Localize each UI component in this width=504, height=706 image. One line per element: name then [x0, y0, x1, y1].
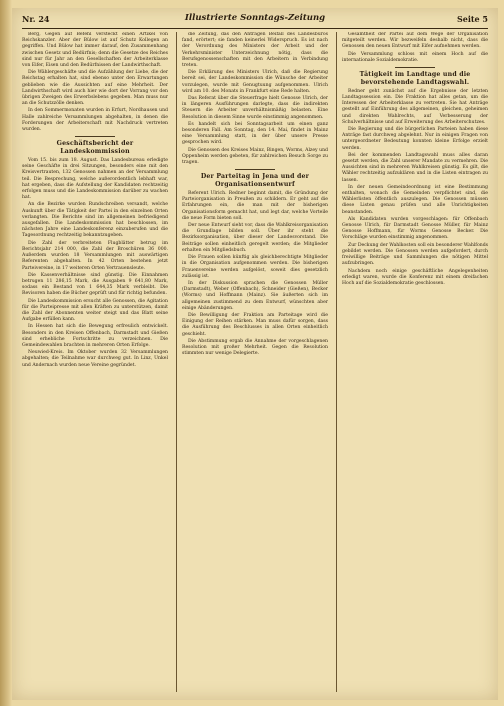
article-paragraph: Die Zahl der verbreiteten Flugblätter betrug im Berichtsjahr 214 000, die Zahl der Broschüren 36 000. Außerdem wurden 18 Versammlungen mit auswärtigen Referenten abgehalten. In 42 Orten bestehen jetzt Parteivereine, in 17 weiteren Orten Vertrauensleute.	[22, 240, 168, 271]
article-paragraph: Es handelt sich bei Sonntagsarbeit um einen ganz besonderen Fall. Am Sonntag, den 14. Mai, findet in Mainz eine Versammlung statt, in der über unsere Presse gesprochen wird.	[182, 121, 328, 146]
article-paragraph: Berg, Gegen auf Befehl versteckt einen Artikel von Reichskanzler. Aber der Bülow ist auf Schutz Kollegen an gegriffen. Und Bülow hat immer darauf, den Zusammenhang zwischen Gesetz und Bedürfnis; denn die Gesetze des Reiches sind nur für Jahr an den Gesellschaften der Arbeiterklasse von Eifer, Eisen und den Bedürfnissen der Landwirthschaft.	[22, 32, 168, 69]
article-paragraph: Die Versammlung schloss mit einem Hoch auf die internationale Sozialdemokratie.	[342, 51, 488, 63]
article-heading: Der Parteitag in Jena und der Organisationsentwurf	[200, 173, 310, 189]
article-paragraph: Redner geht zunächst auf die Ergebnisse der letzten Landtagssession ein. Die Fraktion hat alles getan, um die Interessen der Arbeiterklasse zu vertreten. Sie hat Anträge gestellt auf Einführung des allgemeinen, gleichen, geheimen und direkten Wahlrechts, auf Verbesserung der Schulverhältnisse und auf Erweiterung des Arbeiterschutzes.	[342, 88, 488, 125]
article-paragraph: Die Abstimmung ergab die Annahme der vorgeschlagenen Resolution mit großer Mehrheit. Gegen die Resolution stimmten nur wenige Delegierte.	[182, 338, 328, 357]
article-paragraph: Nachdem noch einige geschäftliche Angelegenheiten erledigt waren, wurde die Konferenz mit einem dreifachen Hoch auf die Sozialdemokratie geschlossen.	[342, 268, 488, 286]
binding-edge	[0, 0, 12, 706]
heading-rule	[235, 169, 275, 170]
article-paragraph: die Zeitung, das den Anträgen Beifall des Landesbüros fand, erörtert; sie fanden keinerlei Widerspruch. Es ist nach der Verordnung des Ministers der Arbeit und der Verkehrsminister Unterzeichnung nötig, dass die Berufsgenossenschaften mit den Arbeitern in Verbindung treten.	[182, 32, 328, 69]
article-paragraph: Gesamtheit der Partei auf dem Wege der Organisation mitgeteilt werden. Wir bezweifeln deshalb nicht, dass die Genossen den neuen Entwurf mit Eifer aufnehmen werden.	[342, 32, 488, 50]
column-divider	[336, 32, 337, 692]
heading-rule	[75, 136, 115, 137]
article-paragraph: Vom 15. bis zum 18. August. Das Landesbureau erledigte seine Geschäfte in drei Sitzungen, besonders eine mit den Kreisvertrauten, 132 Genossen nahmen an der Versammlung teil. Die Besprechung, welche außerordentlich lebhaft war, hat ergeben, dass die Aufstellung der Kandidaten rechtzeitig erfolgen muss und die Landeskommission darüber zu wachen hat.	[22, 158, 168, 201]
article-paragraph: Als Kandidaten wurden vorgeschlagen: für Offenbach Genosse Ulrich, für Darmstadt Genosse Müller, für Mainz Genosse Hoffmann, für Worms Genosse Becker. Die Vorschläge wurden einstimmig angenommen.	[342, 216, 488, 241]
article-paragraph: Neuwied-Kreis. Im Oktober wurden 32 Versammlungen abgehalten; die Teilnahme war durchweg gut. In Linz, Unkel und Andernach wurden neue Vereine gegründet.	[22, 350, 168, 368]
page-header	[22, 12, 488, 29]
column-3	[342, 32, 488, 692]
article-paragraph: Zur Deckung der Wahlkosten soll ein besonderer Wahlfonds gebildet werden. Die Genossen werden aufgefordert, durch freiwillige Beiträge und Sammlungen die nötigen Mittel aufzubringen.	[342, 242, 488, 267]
article-heading: Geschäftsbericht der Landeskommission	[56, 140, 134, 156]
article-paragraph: Die Bewilligung der Fraktion am Parteitage wird die Einigung der Reihen stärken. Man muss dafür sorgen, dass die Ausführung des Beschlusses in allen Orten einheitlich geschieht.	[182, 312, 328, 337]
column-1	[22, 32, 168, 692]
article-paragraph: In den Sommermonaten wurden in Erfurt, Nordhausen und Halle zahlreiche Versammlungen abgehalten, in denen die Forderungen der Arbeiterschaft mit Nachdruck vertreten wurden.	[22, 108, 168, 133]
article-paragraph: Die Erklärung des Ministers Ulrich, daß die Regierung bereit sei, der Landeskommission die Wünsche der Arbeiter vorzulegen, wurde mit Genugtuung aufgenommen. Ulrich wird am 10. des Monats in Frankfurt eine Rede halten.	[182, 70, 328, 94]
article-paragraph: Das Referat über die Steuerfrage hielt Genosse Ulrich, der in längeren Ausführungen darlegte, dass die indirekten Steuern die Arbeiter unverhältnismäßig belasten. Eine Resolution in diesem Sinne wurde einstimmig angenommen.	[182, 96, 328, 120]
article-paragraph: An die Bezirke wurden Rundschreiben versandt, welche Auskunft über die Tätigkeit der Partei in den einzelnen Orten verlangten. Die Berichte sind im allgemeinen befriedigend ausgefallen. Die Landeskommission hat beschlossen, im nächsten Jahre eine Landeskonferenz einzuberufen und die Tagesordnung rechtzeitig bekanntzugeben.	[22, 202, 168, 239]
issue-number: Nr. 24	[22, 14, 50, 24]
article-paragraph: Referent Ulrich. Redner beginnt damit, die Gründung der Parteiorganisation in Preußen zu schildern. Er geht auf die Erfahrungen ein, die man mit der bisherigen Organisationsform gemacht hat, und legt dar, welche Vorteile die neue Form bieten soll.	[182, 191, 328, 221]
article-paragraph: Bei der kommenden Landtagswahl muss alles daran gesetzt werden, die Zahl unserer Mandate zu vermehren. Die Aussichten sind in mehreren Wahlkreisen günstig. Es gilt, die Wähler rechtzeitig aufzuklären und in die Listen eintragen zu lassen.	[342, 152, 488, 183]
article-paragraph: In Hessen hat sich die Bewegung erfreulich entwickelt. Besonders in den Kreisen Offenbach, Darmstadt und Gießen sind erhebliche Fortschritte zu verzeichnen. Die Gemeindewahlen brachten in mehreren Orten Erfolge.	[22, 324, 168, 348]
article-paragraph: Die Frauen sollen künftig als gleichberechtigte Mitglieder in die Organisation aufgenommen werden. Die bisherigen Frauenvereine werden aufgelöst, soweit dies gesetzlich zulässig ist.	[182, 255, 328, 279]
article-paragraph: Der neue Entwurf sieht vor, dass die Wahlkreisorganisation die Grundlage bilden soll. Über ihr steht die Bezirksorganisation, über dieser der Landesvorstand. Die Beiträge sollen einheitlich geregelt werden; die Mitglieder erhalten ein Mitgliedsbuch.	[182, 223, 328, 253]
article-paragraph: Die Wählergeschäfte und die Aufzählung der Liebe, die der Reichstag erhalten hat, sind ebenso unter den Erwartungen geblieben wie die Aussichten auf eine Mehrheit. Der Landwirthschaft wird auch hier wie dort der Vorrang vor den übrigen Zweigen des Erwerbslebens gegeben. Man muss nur an die Schutzzölle denken.	[22, 70, 168, 107]
column-2	[182, 32, 328, 692]
article-paragraph: Die Genossen des Kreises Mainz, Bingen, Worms, Alzey und Oppenheim werden gebeten, für zahlreichen Besuch Sorge zu tragen.	[182, 147, 328, 166]
article-paragraph: Die Landeskommission ersucht alle Genossen, die Agitation für die Parteipresse mit allen Kräften zu unterstützen, damit die Zahl der Abonnenten weiter steigt und das Blatt seine Aufgabe erfüllen kann.	[22, 298, 168, 323]
column-divider	[176, 32, 177, 692]
article-heading: Tätigkeit im Landtage und die bevorstehende Landtagswahl.	[359, 70, 471, 86]
article-paragraph: In der Diskussion sprachen die Genossen Müller (Darmstadt), Weber (Offenbach), Schneider (Gießen), Becker (Worms) und Hoffmann (Mainz). Sie äußerten sich im allgemeinen zustimmend zu dem Entwurf, wünschten aber einige Abänderungen.	[182, 280, 328, 311]
article-paragraph: Die Regierung und die bürgerlichen Parteien haben diese Anträge fast durchweg abgelehnt. Nur in einigen Fragen von untergeordneter Bedeutung konnten kleine Erfolge erzielt werden.	[342, 127, 488, 151]
heading-rule	[395, 67, 435, 68]
article-paragraph: Die Kassenverhältnisse sind günstig. Die Einnahmen betrugen 11 286,15 Mark, die Ausgaben 9 641,80 Mark, sodass ein Bestand von 1 644,35 Mark verbleibt. Die Revisoren haben die Bücher geprüft und für richtig befunden.	[22, 272, 168, 297]
article-paragraph: In der neuen Gemeindeordnung ist eine Bestimmung enthalten, wonach die Gemeinden verpflichtet sind, die Wählerlisten öffentlich auszulegen. Die Genossen müssen diese Listen genau prüfen und alle Unrichtigkeiten beanstanden.	[342, 184, 488, 215]
newspaper-title: Illustrierte Sonntags-Zeitung	[184, 13, 326, 23]
page-number: Seite 5	[456, 14, 488, 24]
